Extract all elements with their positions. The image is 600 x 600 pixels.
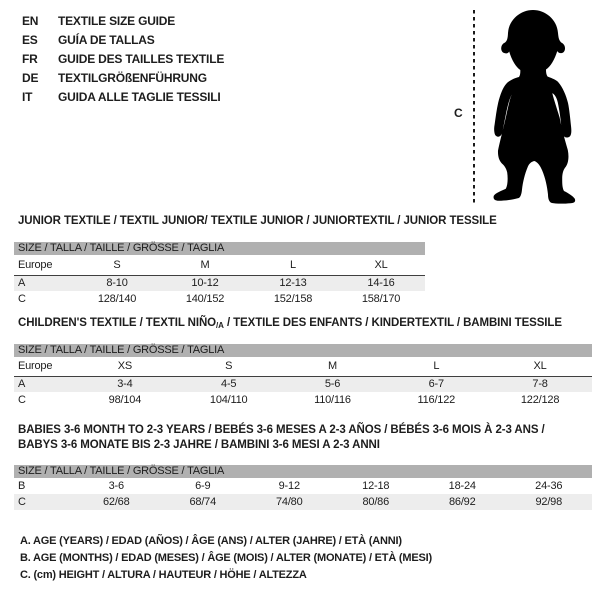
legend-line-a: A. AGE (YEARS) / EDAD (AÑOS) / ÂGE (ANS) / ALTER (JAHRE) / ETÀ (ANNI) bbox=[20, 535, 402, 547]
size-column: L bbox=[290, 259, 296, 271]
height-label-c: C bbox=[454, 106, 463, 120]
size-cell: 18-24 bbox=[448, 480, 476, 492]
title-text: / TEXTILE DES ENFANTS / KINDERTEXTIL / BAMBINI TESSILE bbox=[223, 317, 562, 329]
size-cell: 68/74 bbox=[189, 496, 217, 508]
height-measure-dashed-line bbox=[473, 10, 475, 204]
language-row-es bbox=[22, 31, 224, 50]
junior-size-table bbox=[14, 242, 425, 307]
language-label: GUIDE DES TAILLES TEXTILE bbox=[58, 52, 225, 66]
table-row-age bbox=[14, 276, 425, 291]
size-column: M bbox=[200, 259, 210, 271]
size-cell: 104/110 bbox=[209, 394, 248, 406]
row-label: B bbox=[18, 480, 26, 492]
table-row-height bbox=[14, 392, 592, 408]
size-header-bar bbox=[14, 242, 425, 255]
size-cell: 62/68 bbox=[102, 496, 130, 508]
babies-section-title bbox=[18, 423, 545, 453]
size-cell: 110/116 bbox=[314, 394, 351, 406]
junior-section-title: JUNIOR TEXTILE / TEXTIL JUNIOR/ TEXTILE JUNIOR / JUNIORTEXTIL / JUNIOR TESSILE bbox=[18, 215, 497, 227]
children-section-title bbox=[18, 317, 562, 332]
language-label: TEXTILE SIZE GUIDE bbox=[58, 14, 176, 28]
size-cell: 12-18 bbox=[362, 480, 390, 492]
language-label: TEXTILGRÖßENFÜHRUNG bbox=[58, 71, 207, 85]
language-code: ES bbox=[22, 33, 38, 47]
legend-line-b: B. AGE (MONTHS) / EDAD (MESES) / ÂGE (MOIS) / ALTER (MONATE) / ETÀ (MESI) bbox=[20, 552, 432, 564]
size-header-label: SIZE / TALLA / TAILLE / GRÖSSE / TAGLIA bbox=[18, 242, 225, 254]
row-label: C bbox=[18, 293, 26, 305]
size-header-bar bbox=[14, 465, 592, 478]
language-row-it bbox=[22, 88, 224, 107]
size-header-bar bbox=[14, 344, 592, 357]
title-line-1: BABIES 3-6 MONTH TO 2-3 YEARS / BEBÉS 3-6 MESES A 2-3 AÑOS / BÉBÉS 3-6 MOIS À 2-3 ANS / bbox=[18, 424, 545, 436]
babies-size-table bbox=[14, 465, 592, 510]
language-code: DE bbox=[22, 71, 39, 85]
size-cell: 98/104 bbox=[108, 394, 142, 406]
column-header-row bbox=[14, 255, 425, 276]
size-column: S bbox=[225, 360, 233, 372]
size-column: M bbox=[328, 360, 337, 372]
size-cell: 6-9 bbox=[195, 480, 211, 492]
language-code: EN bbox=[22, 14, 39, 28]
size-cell: 9-12 bbox=[278, 480, 300, 492]
table-row-months bbox=[14, 478, 592, 494]
size-cell: 8-10 bbox=[106, 277, 128, 289]
size-cell: 152/158 bbox=[273, 293, 313, 305]
size-cell: 92/98 bbox=[535, 496, 563, 508]
size-cell: 4-5 bbox=[221, 378, 237, 390]
size-cell: 122/128 bbox=[520, 394, 560, 406]
size-cell: 140/152 bbox=[185, 293, 225, 305]
row-label: A bbox=[18, 277, 26, 289]
size-cell: 158/170 bbox=[361, 293, 401, 305]
size-cell: 7-8 bbox=[532, 378, 548, 390]
row-label: Europe bbox=[18, 259, 53, 271]
row-label: C bbox=[18, 394, 26, 406]
table-row-height bbox=[14, 494, 592, 510]
size-cell: 74/80 bbox=[275, 496, 303, 508]
language-row-en bbox=[22, 12, 224, 31]
size-header-label: SIZE / TALLA / TAILLE / GRÖSSE / TAGLIA bbox=[18, 465, 225, 477]
children-size-table bbox=[14, 344, 592, 408]
size-column: L bbox=[433, 360, 440, 372]
table-row-age bbox=[14, 377, 592, 392]
language-code: IT bbox=[22, 90, 33, 104]
column-header-row bbox=[14, 357, 592, 377]
size-cell: 24-36 bbox=[535, 480, 563, 492]
size-cell: 116/122 bbox=[417, 394, 456, 406]
language-row-fr bbox=[22, 50, 224, 69]
language-label: GUIDA ALLE TAGLIE TESSILI bbox=[58, 90, 221, 104]
size-cell: 6-7 bbox=[428, 378, 444, 390]
size-cell: 80/86 bbox=[362, 496, 390, 508]
toddler-silhouette bbox=[477, 7, 589, 207]
table-row-height bbox=[14, 291, 425, 307]
size-column: XS bbox=[117, 360, 133, 372]
row-label: A bbox=[18, 378, 26, 390]
size-cell: 14-16 bbox=[367, 277, 395, 289]
size-header-label: SIZE / TALLA / TAILLE / GRÖSSE / TAGLIA bbox=[18, 344, 225, 356]
legend-line-c: C. (cm) HEIGHT / ALTURA / HAUTEUR / HÖHE / ALTEZZA bbox=[20, 569, 307, 581]
size-cell: 128/140 bbox=[97, 293, 137, 305]
row-label: Europe bbox=[18, 360, 53, 372]
title-subscript: /A bbox=[216, 321, 224, 330]
language-row-de bbox=[22, 69, 224, 88]
size-column: S bbox=[113, 259, 121, 271]
language-code: FR bbox=[22, 52, 38, 66]
size-cell: 86/92 bbox=[448, 496, 476, 508]
title-line-2: BABYS 3-6 MONATE BIS 2-3 JAHRE / BAMBINI 3-6 MESI A 2-3 ANNI bbox=[18, 439, 380, 451]
size-cell: 3-4 bbox=[117, 378, 133, 390]
language-list bbox=[22, 12, 224, 107]
size-cell: 10-12 bbox=[191, 277, 219, 289]
size-column: XL bbox=[374, 259, 388, 271]
size-cell: 3-6 bbox=[108, 480, 124, 492]
size-cell: 5-6 bbox=[324, 378, 341, 390]
row-label: C bbox=[18, 496, 26, 508]
size-cell: 12-13 bbox=[279, 277, 307, 289]
title-text: CHILDREN'S TEXTILE / TEXTIL NIÑO bbox=[18, 317, 217, 329]
measure-legend bbox=[20, 533, 432, 584]
language-label: GUÍA DE TALLAS bbox=[58, 33, 155, 47]
size-column: XL bbox=[533, 360, 547, 372]
